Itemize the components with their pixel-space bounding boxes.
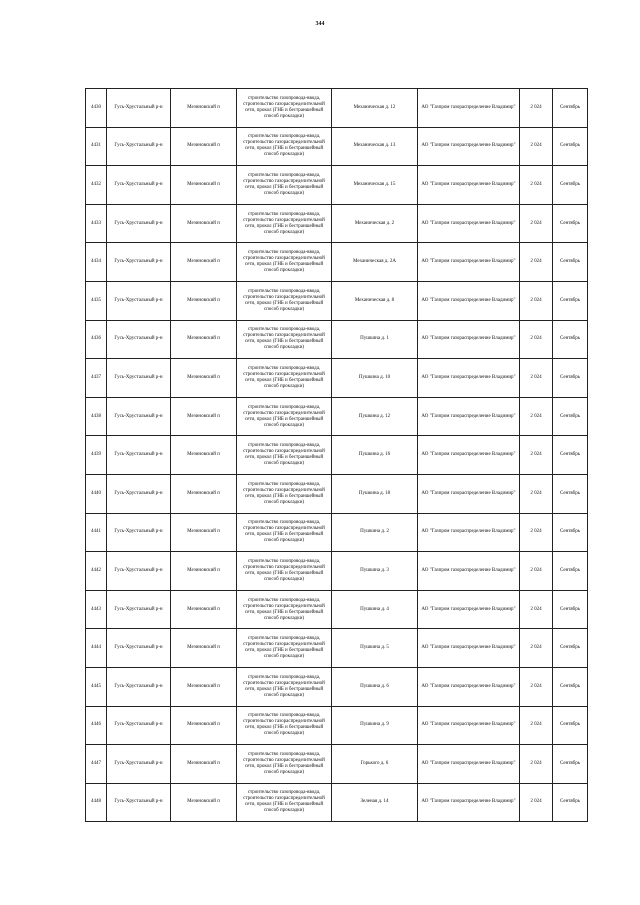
organization-cell: АО "Газпром газораспределение Владимир"	[418, 281, 520, 320]
work-description-cell: строительство газопровода-ввода, строительство газораспределительной сети, прокол (ГНБ и бестраншейный способ прокладки)	[237, 706, 332, 745]
year-cell: 2 024	[520, 436, 553, 475]
year-cell: 2 024	[520, 166, 553, 205]
district-cell: Гусь-Хрустальный р-н	[107, 474, 171, 513]
row-number-cell: 4444	[86, 629, 107, 668]
settlement-cell: Мезиновский п	[171, 513, 237, 552]
row-number-cell: 4447	[86, 745, 107, 784]
month-cell: Сентябрь	[553, 127, 588, 166]
organization-cell: АО "Газпром газораспределение Владимир"	[418, 783, 520, 822]
organization-cell: АО "Газпром газораспределение Владимир"	[418, 629, 520, 668]
work-description-cell: строительство газопровода-ввода, строительство газораспределительной сети, прокол (ГНБ и бестраншейный способ прокладки)	[237, 474, 332, 513]
month-cell: Сентябрь	[553, 204, 588, 243]
district-cell: Гусь-Хрустальный р-н	[107, 629, 171, 668]
work-description-cell: строительство газопровода-ввода, строительство газораспределительной сети, прокол (ГНБ и бестраншейный способ прокладки)	[237, 204, 332, 243]
settlement-cell: Мезиновский п	[171, 474, 237, 513]
district-cell: Гусь-Хрустальный р-н	[107, 783, 171, 822]
work-description-cell: строительство газопровода-ввода, строительство газораспределительной сети, прокол (ГНБ и бестраншейный способ прокладки)	[237, 667, 332, 706]
table-row	[86, 667, 588, 706]
row-number-cell: 4437	[86, 359, 107, 398]
settlement-cell: Мезиновский п	[171, 783, 237, 822]
district-cell: Гусь-Хрустальный р-н	[107, 706, 171, 745]
organization-cell: АО "Газпром газораспределение Владимир"	[418, 359, 520, 398]
month-cell: Сентябрь	[553, 397, 588, 436]
month-cell: Сентябрь	[553, 590, 588, 629]
year-cell: 2 024	[520, 667, 553, 706]
settlement-cell: Мезиновский п	[171, 359, 237, 398]
settlement-cell: Мезиновский п	[171, 204, 237, 243]
table-row	[86, 281, 588, 320]
row-number-cell: 4440	[86, 474, 107, 513]
settlement-cell: Мезиновский п	[171, 590, 237, 629]
row-number-cell: 4433	[86, 204, 107, 243]
settlement-cell: Мезиновский п	[171, 166, 237, 205]
district-cell: Гусь-Хрустальный р-н	[107, 243, 171, 282]
work-description-cell: строительство газопровода-ввода, строительство газораспределительной сети, прокол (ГНБ и бестраншейный способ прокладки)	[237, 745, 332, 784]
year-cell: 2 024	[520, 590, 553, 629]
row-number-cell: 4436	[86, 320, 107, 359]
table-row	[86, 552, 588, 591]
table-row	[86, 513, 588, 552]
work-description-cell: строительство газопровода-ввода, строительство газораспределительной сети, прокол (ГНБ и бестраншейный способ прокладки)	[237, 89, 332, 128]
work-description-cell: строительство газопровода-ввода, строительство газораспределительной сети, прокол (ГНБ и бестраншейный способ прокладки)	[237, 281, 332, 320]
settlement-cell: Мезиновский п	[171, 281, 237, 320]
address-cell: Механическая д. 13	[332, 127, 418, 166]
row-number-cell: 4448	[86, 783, 107, 822]
work-description-cell: строительство газопровода-ввода, строительство газораспределительной сети, прокол (ГНБ и бестраншейный способ прокладки)	[237, 127, 332, 166]
year-cell: 2 024	[520, 281, 553, 320]
address-cell: Пушкина д. 16	[332, 436, 418, 475]
address-cell: Пушкина д. 6	[332, 667, 418, 706]
row-number-cell: 4438	[86, 397, 107, 436]
address-cell: Пушкина д. 9	[332, 706, 418, 745]
table-row	[86, 204, 588, 243]
settlement-cell: Мезиновский п	[171, 667, 237, 706]
table-row	[86, 706, 588, 745]
organization-cell: АО "Газпром газораспределение Владимир"	[418, 243, 520, 282]
settlement-cell: Мезиновский п	[171, 706, 237, 745]
settlement-cell: Мезиновский п	[171, 320, 237, 359]
year-cell: 2 024	[520, 629, 553, 668]
organization-cell: АО "Газпром газораспределение Владимир"	[418, 706, 520, 745]
gasification-schedule-table	[85, 88, 588, 822]
month-cell: Сентябрь	[553, 166, 588, 205]
table-body	[86, 89, 588, 822]
row-number-cell: 4432	[86, 166, 107, 205]
address-cell: Механическая д. 2	[332, 204, 418, 243]
district-cell: Гусь-Хрустальный р-н	[107, 436, 171, 475]
table-row	[86, 590, 588, 629]
row-number-cell: 4441	[86, 513, 107, 552]
address-cell: Механическая д. 12	[332, 89, 418, 128]
year-cell: 2 024	[520, 474, 553, 513]
address-cell: Механическая д. 8	[332, 281, 418, 320]
address-cell: Пушкина д. 3	[332, 552, 418, 591]
month-cell: Сентябрь	[553, 89, 588, 128]
row-number-cell: 4443	[86, 590, 107, 629]
month-cell: Сентябрь	[553, 474, 588, 513]
district-cell: Гусь-Хрустальный р-н	[107, 89, 171, 128]
settlement-cell: Мезиновский п	[171, 745, 237, 784]
month-cell: Сентябрь	[553, 320, 588, 359]
address-cell: Зеленая д. 14	[332, 783, 418, 822]
organization-cell: АО "Газпром газораспределение Владимир"	[418, 474, 520, 513]
organization-cell: АО "Газпром газораспределение Владимир"	[418, 204, 520, 243]
address-cell: Механическая д. 2А	[332, 243, 418, 282]
work-description-cell: строительство газопровода-ввода, строительство газораспределительной сети, прокол (ГНБ и бестраншейный способ прокладки)	[237, 243, 332, 282]
work-description-cell: строительство газопровода-ввода, строительство газораспределительной сети, прокол (ГНБ и бестраншейный способ прокладки)	[237, 166, 332, 205]
organization-cell: АО "Газпром газораспределение Владимир"	[418, 552, 520, 591]
address-cell: Пушкина д. 2	[332, 513, 418, 552]
district-cell: Гусь-Хрустальный р-н	[107, 552, 171, 591]
address-cell: Пушкина д. 10	[332, 359, 418, 398]
row-number-cell: 4439	[86, 436, 107, 475]
settlement-cell: Мезиновский п	[171, 552, 237, 591]
row-number-cell: 4435	[86, 281, 107, 320]
table-row	[86, 745, 588, 784]
month-cell: Сентябрь	[553, 359, 588, 398]
settlement-cell: Мезиновский п	[171, 436, 237, 475]
table-row	[86, 166, 588, 205]
district-cell: Гусь-Хрустальный р-н	[107, 320, 171, 359]
work-description-cell: строительство газопровода-ввода, строительство газораспределительной сети, прокол (ГНБ и бестраншейный способ прокладки)	[237, 552, 332, 591]
district-cell: Гусь-Хрустальный р-н	[107, 667, 171, 706]
address-cell: Горького д. 6	[332, 745, 418, 784]
organization-cell: АО "Газпром газораспределение Владимир"	[418, 745, 520, 784]
address-cell: Пушкина д. 5	[332, 629, 418, 668]
row-number-cell: 4434	[86, 243, 107, 282]
table-row	[86, 397, 588, 436]
work-description-cell: строительство газопровода-ввода, строительство газораспределительной сети, прокол (ГНБ и бестраншейный способ прокладки)	[237, 397, 332, 436]
organization-cell: АО "Газпром газораспределение Владимир"	[418, 397, 520, 436]
year-cell: 2 024	[520, 552, 553, 591]
work-description-cell: строительство газопровода-ввода, строительство газораспределительной сети, прокол (ГНБ и бестраншейный способ прокладки)	[237, 783, 332, 822]
settlement-cell: Мезиновский п	[171, 397, 237, 436]
organization-cell: АО "Газпром газораспределение Владимир"	[418, 436, 520, 475]
year-cell: 2 024	[520, 243, 553, 282]
organization-cell: АО "Газпром газораспределение Владимир"	[418, 320, 520, 359]
settlement-cell: Мезиновский п	[171, 89, 237, 128]
district-cell: Гусь-Хрустальный р-н	[107, 281, 171, 320]
district-cell: Гусь-Хрустальный р-н	[107, 359, 171, 398]
address-cell: Пушкина д. 12	[332, 397, 418, 436]
year-cell: 2 024	[520, 513, 553, 552]
district-cell: Гусь-Хрустальный р-н	[107, 397, 171, 436]
district-cell: Гусь-Хрустальный р-н	[107, 204, 171, 243]
organization-cell: АО "Газпром газораспределение Владимир"	[418, 89, 520, 128]
month-cell: Сентябрь	[553, 745, 588, 784]
address-cell: Пушкина д. 1	[332, 320, 418, 359]
month-cell: Сентябрь	[553, 667, 588, 706]
year-cell: 2 024	[520, 706, 553, 745]
year-cell: 2 024	[520, 89, 553, 128]
page-number: 344	[315, 21, 325, 27]
month-cell: Сентябрь	[553, 513, 588, 552]
work-description-cell: строительство газопровода-ввода, строительство газораспределительной сети, прокол (ГНБ и бестраншейный способ прокладки)	[237, 590, 332, 629]
row-number-cell: 4431	[86, 127, 107, 166]
organization-cell: АО "Газпром газораспределение Владимир"	[418, 667, 520, 706]
month-cell: Сентябрь	[553, 281, 588, 320]
year-cell: 2 024	[520, 783, 553, 822]
address-cell: Пушкина д. 4	[332, 590, 418, 629]
month-cell: Сентябрь	[553, 706, 588, 745]
organization-cell: АО "Газпром газораспределение Владимир"	[418, 127, 520, 166]
year-cell: 2 024	[520, 320, 553, 359]
year-cell: 2 024	[520, 127, 553, 166]
settlement-cell: Мезиновский п	[171, 127, 237, 166]
work-description-cell: строительство газопровода-ввода, строительство газораспределительной сети, прокол (ГНБ и бестраншейный способ прокладки)	[237, 359, 332, 398]
district-cell: Гусь-Хрустальный р-н	[107, 745, 171, 784]
settlement-cell: Мезиновский п	[171, 629, 237, 668]
table-row	[86, 436, 588, 475]
district-cell: Гусь-Хрустальный р-н	[107, 127, 171, 166]
settlement-cell: Мезиновский п	[171, 243, 237, 282]
table-row	[86, 243, 588, 282]
month-cell: Сентябрь	[553, 629, 588, 668]
district-cell: Гусь-Хрустальный р-н	[107, 513, 171, 552]
district-cell: Гусь-Хрустальный р-н	[107, 590, 171, 629]
organization-cell: АО "Газпром газораспределение Владимир"	[418, 513, 520, 552]
table-row	[86, 89, 588, 128]
work-description-cell: строительство газопровода-ввода, строительство газораспределительной сети, прокол (ГНБ и бестраншейный способ прокладки)	[237, 320, 332, 359]
month-cell: Сентябрь	[553, 783, 588, 822]
month-cell: Сентябрь	[553, 436, 588, 475]
table-row	[86, 359, 588, 398]
row-number-cell: 4442	[86, 552, 107, 591]
work-description-cell: строительство газопровода-ввода, строительство газораспределительной сети, прокол (ГНБ и бестраншейный способ прокладки)	[237, 513, 332, 552]
table-row	[86, 783, 588, 822]
year-cell: 2 024	[520, 204, 553, 243]
month-cell: Сентябрь	[553, 243, 588, 282]
table-row	[86, 320, 588, 359]
row-number-cell: 4445	[86, 667, 107, 706]
year-cell: 2 024	[520, 359, 553, 398]
row-number-cell: 4446	[86, 706, 107, 745]
work-description-cell: строительство газопровода-ввода, строительство газораспределительной сети, прокол (ГНБ и бестраншейный способ прокладки)	[237, 436, 332, 475]
district-cell: Гусь-Хрустальный р-н	[107, 166, 171, 205]
row-number-cell: 4430	[86, 89, 107, 128]
table-row	[86, 127, 588, 166]
organization-cell: АО "Газпром газораспределение Владимир"	[418, 166, 520, 205]
year-cell: 2 024	[520, 745, 553, 784]
address-cell: Пушкина д. 18	[332, 474, 418, 513]
table-row	[86, 629, 588, 668]
organization-cell: АО "Газпром газораспределение Владимир"	[418, 590, 520, 629]
year-cell: 2 024	[520, 397, 553, 436]
month-cell: Сентябрь	[553, 552, 588, 591]
table-row	[86, 474, 588, 513]
work-description-cell: строительство газопровода-ввода, строительство газораспределительной сети, прокол (ГНБ и бестраншейный способ прокладки)	[237, 629, 332, 668]
address-cell: Механическая д. 15	[332, 166, 418, 205]
